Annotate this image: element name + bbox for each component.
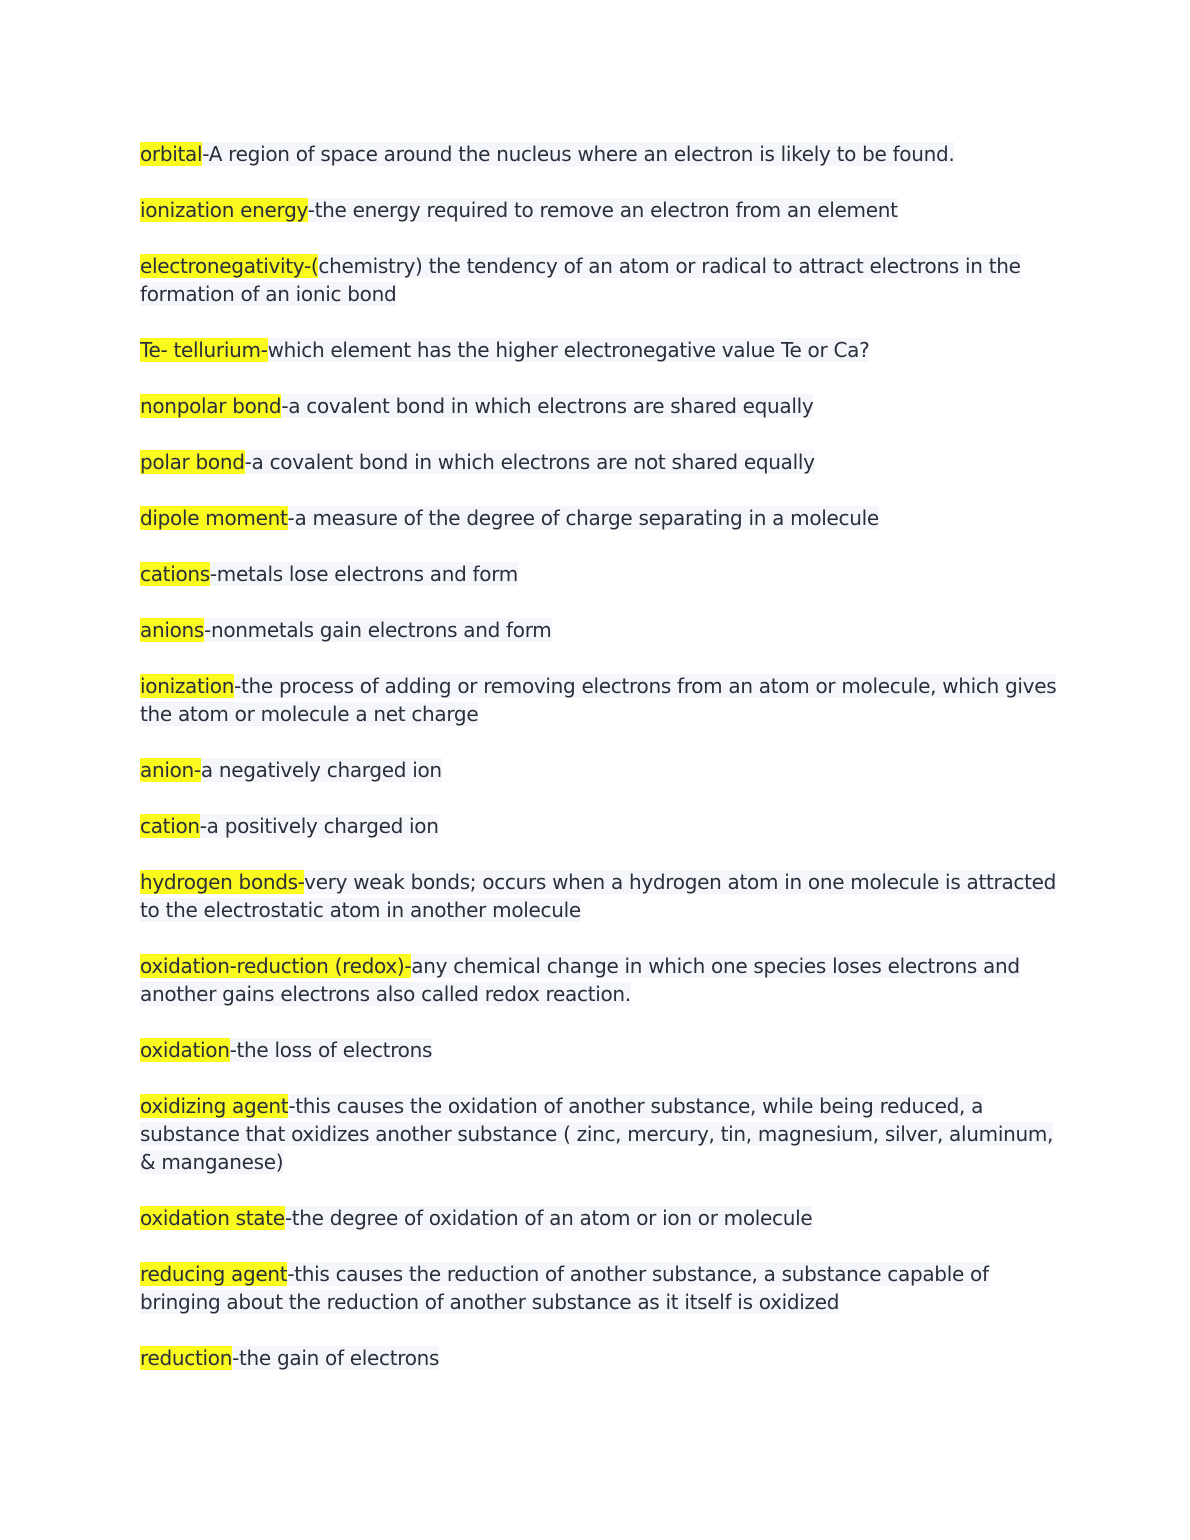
definition-text: a negatively charged ion (200, 758, 442, 782)
glossary-entry-oxidation (140, 1036, 1060, 1064)
definition-text: any chemical change in which one species loses electrons and another gains electrons also called redox reaction. (140, 954, 1020, 1006)
term-highlight: anion- (140, 758, 201, 782)
glossary-entry-anions (140, 616, 1060, 644)
definition-text: -the energy required to remove an electron from an element (307, 198, 898, 222)
term-highlight: cations (140, 562, 210, 586)
glossary-entry-hydrogen-bonds (140, 868, 1060, 924)
definition-text: -the gain of electrons (232, 1346, 440, 1370)
definition-text: chemistry) the tendency of an atom or radical to attract electrons in the formation of an ionic bond (140, 254, 1021, 306)
definition-text: -the loss of electrons (229, 1038, 433, 1062)
definition-text: -the degree of oxidation of an atom or ion or molecule (284, 1206, 813, 1230)
glossary-entry-electronegativity (140, 252, 1060, 308)
term-highlight: Te- tellurium- (140, 338, 268, 362)
glossary-entry-orbital (140, 140, 1060, 168)
term-highlight: oxidation state (140, 1206, 285, 1230)
term-highlight: orbital (140, 142, 203, 166)
term-highlight: reducing agent (140, 1262, 288, 1286)
definition-text: very weak bonds; occurs when a hydrogen atom in one molecule is attracted to the electrostatic atom in another molecule (140, 870, 1057, 922)
term-highlight: dipole moment (140, 506, 288, 530)
definition-text: -metals lose electrons and form (209, 562, 518, 586)
definition-text: -this causes the reduction of another substance, a substance capable of bringing about the reduction of another substance as it itself is oxidized (140, 1262, 989, 1314)
glossary-entry-cation (140, 812, 1060, 840)
glossary-entry-ionization-energy (140, 196, 1060, 224)
glossary-entry-dipole-moment (140, 504, 1060, 532)
definition-text: -A region of space around the nucleus where an electron is likely to be found. (202, 142, 955, 166)
definition-text: -a covalent bond in which electrons are shared equally (281, 394, 814, 418)
term-highlight: hydrogen bonds- (140, 870, 305, 894)
term-highlight: anions (140, 618, 205, 642)
glossary-entry-redox (140, 952, 1060, 1008)
glossary-entry-oxidizing-agent (140, 1092, 1060, 1176)
document-page (140, 140, 1060, 1400)
definition-text: -this causes the oxidation of another substance, while being reduced, a substance that oxidizes another substance ( zinc, mercury, tin, magnesium, silver, aluminum, & manganese) (140, 1094, 1054, 1174)
definition-text: -a measure of the degree of charge separating in a molecule (287, 506, 879, 530)
term-highlight: ionization energy (140, 198, 308, 222)
term-highlight: ionization (140, 674, 235, 698)
glossary-entry-polar-bond (140, 448, 1060, 476)
definition-text: which element has the higher electronegative value Te or Ca? (267, 338, 870, 362)
term-highlight: cation (140, 814, 200, 838)
glossary-entry-cations (140, 560, 1060, 588)
glossary-entry-oxidation-state (140, 1204, 1060, 1232)
term-highlight: oxidation (140, 1038, 230, 1062)
glossary-entry-reduction (140, 1344, 1060, 1372)
glossary-entry-anion (140, 756, 1060, 784)
glossary-entry-nonpolar-bond (140, 392, 1060, 420)
definition-text: -nonmetals gain electrons and form (204, 618, 552, 642)
term-highlight: oxidation-reduction (redox)- (140, 954, 412, 978)
glossary-entry-reducing-agent (140, 1260, 1060, 1316)
term-highlight: oxidizing agent (140, 1094, 289, 1118)
glossary-entry-tellurium (140, 336, 1060, 364)
definition-text: -the process of adding or removing electrons from an atom or molecule, which gives the atom or molecule a net charge (140, 674, 1057, 726)
definition-text: -a covalent bond in which electrons are not shared equally (244, 450, 815, 474)
definition-text: -a positively charged ion (199, 814, 439, 838)
glossary-entry-ionization (140, 672, 1060, 728)
term-highlight: reduction (140, 1346, 233, 1370)
term-highlight: nonpolar bond (140, 394, 282, 418)
term-highlight: electronegativity-( (140, 254, 319, 278)
term-highlight: polar bond (140, 450, 245, 474)
